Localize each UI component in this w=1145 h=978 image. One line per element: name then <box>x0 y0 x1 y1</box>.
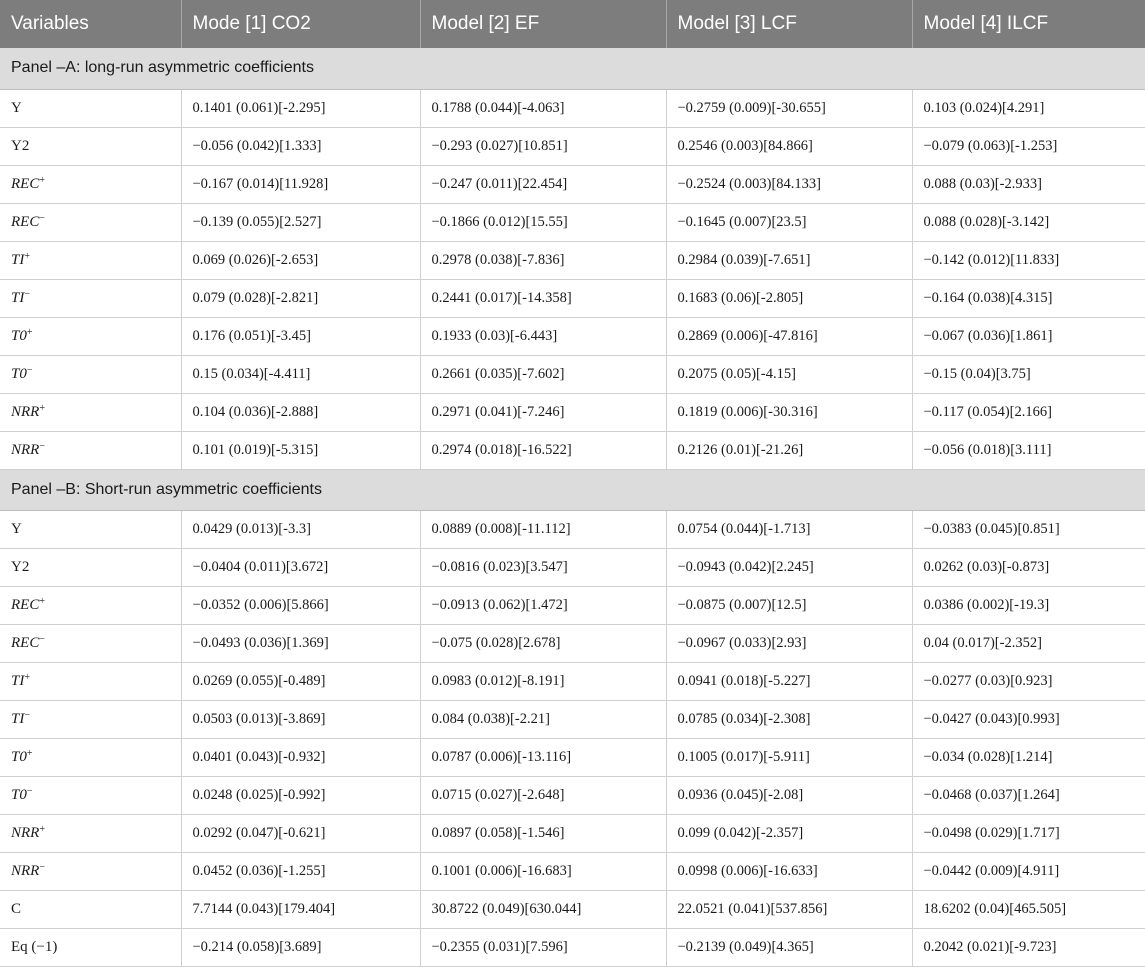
coefficient-cell: −0.0468 (0.037)[1.264] <box>912 776 1145 814</box>
variable-cell <box>0 241 181 279</box>
coefficient-cell: 0.0897 (0.058)[-1.546] <box>420 814 666 852</box>
coefficient-cell: 0.0269 (0.055)[-0.489] <box>181 662 420 700</box>
variable-name: TI <box>11 289 25 306</box>
variable-sign: − <box>39 633 45 645</box>
coefficient-cell: 0.0754 (0.044)[-1.713] <box>666 510 912 548</box>
coefficient-cell: −0.056 (0.018)[3.111] <box>912 431 1145 469</box>
coefficient-cell: 0.0262 (0.03)[-0.873] <box>912 548 1145 586</box>
panel-b-title: Panel –B: Short-run asymmetric coefficients <box>0 469 1145 510</box>
coefficient-cell: −0.0427 (0.043)[0.993] <box>912 700 1145 738</box>
table-row <box>0 776 1145 814</box>
variable-cell <box>0 203 181 241</box>
coefficient-cell: −0.2355 (0.031)[7.596] <box>420 928 666 966</box>
coefficient-cell: 0.2441 (0.017)[-14.358] <box>420 279 666 317</box>
variable-cell <box>0 586 181 624</box>
coefficient-cell: −0.056 (0.042)[1.333] <box>181 127 420 165</box>
variable-cell <box>0 279 181 317</box>
variable-name: T0 <box>11 365 27 382</box>
coefficient-cell: 0.176 (0.051)[-3.45] <box>181 317 420 355</box>
variable-cell <box>0 852 181 890</box>
variable-name: Y2 <box>11 137 30 154</box>
table-row <box>0 165 1145 203</box>
coefficient-cell: −0.0383 (0.045)[0.851] <box>912 510 1145 548</box>
coefficient-cell: 0.0998 (0.006)[-16.633] <box>666 852 912 890</box>
coefficient-cell: 18.6202 (0.04)[465.505] <box>912 890 1145 928</box>
coefficient-cell: −0.1866 (0.012)[15.55] <box>420 203 666 241</box>
table-row <box>0 279 1145 317</box>
coefficient-cell: 0.1401 (0.061)[-2.295] <box>181 89 420 127</box>
coefficient-cell: −0.117 (0.054)[2.166] <box>912 393 1145 431</box>
coefficient-cell: 30.8722 (0.049)[630.044] <box>420 890 666 928</box>
variable-sign: + <box>39 174 45 186</box>
coefficient-cell: −0.0352 (0.006)[5.866] <box>181 586 420 624</box>
variable-cell <box>0 393 181 431</box>
table-row <box>0 852 1145 890</box>
coefficient-cell: −0.247 (0.011)[22.454] <box>420 165 666 203</box>
table-row <box>0 241 1145 279</box>
coefficient-cell: −0.0816 (0.023)[3.547] <box>420 548 666 586</box>
coefficient-cell: 0.2978 (0.038)[-7.836] <box>420 241 666 279</box>
coefficient-cell: −0.214 (0.058)[3.689] <box>181 928 420 966</box>
table-row <box>0 814 1145 852</box>
coefficient-cell: 0.0785 (0.034)[-2.308] <box>666 700 912 738</box>
variable-cell <box>0 928 181 966</box>
coefficient-cell: 0.04 (0.017)[-2.352] <box>912 624 1145 662</box>
coefficient-cell: −0.034 (0.028)[1.214] <box>912 738 1145 776</box>
coefficient-cell: −0.0442 (0.009)[4.911] <box>912 852 1145 890</box>
coefficient-cell: 0.088 (0.028)[-3.142] <box>912 203 1145 241</box>
table-row <box>0 890 1145 928</box>
coefficient-cell: −0.0498 (0.029)[1.717] <box>912 814 1145 852</box>
table-row <box>0 203 1145 241</box>
coefficient-cell: −0.2759 (0.009)[-30.655] <box>666 89 912 127</box>
panel-a-title: Panel –A: long-run asymmetric coefficients <box>0 48 1145 89</box>
coefficient-cell: −0.1645 (0.007)[23.5] <box>666 203 912 241</box>
coefficient-cell: 0.2075 (0.05)[-4.15] <box>666 355 912 393</box>
coefficient-cell: 0.2546 (0.003)[84.866] <box>666 127 912 165</box>
variable-sign: + <box>24 671 30 683</box>
coefficient-cell: 0.1819 (0.006)[-30.316] <box>666 393 912 431</box>
variable-name: TI <box>11 710 25 727</box>
variable-sign: − <box>26 785 33 797</box>
coefficient-cell: −0.167 (0.014)[11.928] <box>181 165 420 203</box>
variable-sign: − <box>39 440 45 452</box>
coefficient-cell: 0.2984 (0.039)[-7.651] <box>666 241 912 279</box>
coefficient-cell: 0.0941 (0.018)[-5.227] <box>666 662 912 700</box>
variable-sign: + <box>39 595 45 607</box>
variable-cell <box>0 89 181 127</box>
coefficient-cell: −0.2524 (0.003)[84.133] <box>666 165 912 203</box>
coefficient-cell: 0.084 (0.038)[-2.21] <box>420 700 666 738</box>
coefficient-cell: 0.1001 (0.006)[-16.683] <box>420 852 666 890</box>
table-row <box>0 662 1145 700</box>
coefficient-cell: −0.0493 (0.036)[1.369] <box>181 624 420 662</box>
table-body <box>0 48 1145 966</box>
coefficient-cell: −0.075 (0.028)[2.678] <box>420 624 666 662</box>
coefficient-cell: 22.0521 (0.041)[537.856] <box>666 890 912 928</box>
variable-name: NRR <box>11 403 40 420</box>
header-model-1: Mode [1] CO2 <box>181 0 420 48</box>
coefficient-cell: 0.2126 (0.01)[-21.26] <box>666 431 912 469</box>
coefficient-cell: 0.104 (0.036)[-2.888] <box>181 393 420 431</box>
coefficient-cell: 0.0983 (0.012)[-8.191] <box>420 662 666 700</box>
coefficient-cell: 0.1933 (0.03)[-6.443] <box>420 317 666 355</box>
variable-sign: − <box>39 212 45 224</box>
table-row <box>0 393 1145 431</box>
variable-name: TI <box>11 672 25 689</box>
variable-sign: + <box>26 747 33 759</box>
variable-cell <box>0 165 181 203</box>
coefficient-cell: 0.2661 (0.035)[-7.602] <box>420 355 666 393</box>
variable-cell <box>0 776 181 814</box>
coefficient-cell: 0.2042 (0.021)[-9.723] <box>912 928 1145 966</box>
coefficient-cell: 0.0386 (0.002)[-19.3] <box>912 586 1145 624</box>
table-row <box>0 624 1145 662</box>
variable-name: NRR <box>11 441 40 458</box>
coefficient-cell: 7.7144 (0.043)[179.404] <box>181 890 420 928</box>
coefficient-cell: 0.0429 (0.013)[-3.3] <box>181 510 420 548</box>
coefficient-cell: 0.0248 (0.025)[-0.992] <box>181 776 420 814</box>
variable-cell <box>0 431 181 469</box>
coefficient-cell: 0.103 (0.024)[4.291] <box>912 89 1145 127</box>
header-model-2: Model [2] EF <box>420 0 666 48</box>
coefficient-cell: −0.067 (0.036)[1.861] <box>912 317 1145 355</box>
coefficient-cell: 0.1005 (0.017)[-5.911] <box>666 738 912 776</box>
coefficient-cell: −0.0277 (0.03)[0.923] <box>912 662 1145 700</box>
variable-cell <box>0 510 181 548</box>
coefficient-cell: 0.1683 (0.06)[-2.805] <box>666 279 912 317</box>
table-header <box>0 0 1145 48</box>
variable-sign: + <box>26 326 33 338</box>
coefficient-cell: −0.0875 (0.007)[12.5] <box>666 586 912 624</box>
variable-sign: + <box>39 402 45 414</box>
variable-cell <box>0 548 181 586</box>
table-row <box>0 431 1145 469</box>
table-row <box>0 700 1145 738</box>
variable-name: Y <box>11 99 22 116</box>
table-row <box>0 586 1145 624</box>
variable-name: NRR <box>11 824 40 841</box>
variable-cell <box>0 890 181 928</box>
variable-name: REC <box>11 213 40 230</box>
coefficient-cell: 0.2971 (0.041)[-7.246] <box>420 393 666 431</box>
variable-name: Y <box>11 520 22 537</box>
variable-sign: − <box>24 709 30 721</box>
variable-cell <box>0 662 181 700</box>
variable-name: Y2 <box>11 558 30 575</box>
coefficient-cell: 0.0401 (0.043)[-0.932] <box>181 738 420 776</box>
panel-a-row <box>0 48 1145 89</box>
variable-cell <box>0 355 181 393</box>
variable-name: C <box>11 900 22 917</box>
panel-b-row <box>0 469 1145 510</box>
coefficient-cell: 0.079 (0.028)[-2.821] <box>181 279 420 317</box>
table-row <box>0 89 1145 127</box>
variable-sign: − <box>26 364 33 376</box>
table-row <box>0 317 1145 355</box>
variable-cell <box>0 738 181 776</box>
variable-name: REC <box>11 596 40 613</box>
coefficient-cell: −0.0404 (0.011)[3.672] <box>181 548 420 586</box>
coefficient-cell: 0.2974 (0.018)[-16.522] <box>420 431 666 469</box>
coefficient-cell: 0.0787 (0.006)[-13.116] <box>420 738 666 776</box>
variable-name: REC <box>11 634 40 651</box>
table-row <box>0 355 1145 393</box>
variable-name: TI <box>11 251 25 268</box>
coefficient-cell: 0.0715 (0.027)[-2.648] <box>420 776 666 814</box>
variable-name: REC <box>11 175 40 192</box>
table-row <box>0 548 1145 586</box>
variable-sign: + <box>39 823 45 835</box>
coefficient-cell: 0.0503 (0.013)[-3.869] <box>181 700 420 738</box>
coefficient-cell: 0.0292 (0.047)[-0.621] <box>181 814 420 852</box>
coefficient-cell: −0.2139 (0.049)[4.365] <box>666 928 912 966</box>
coefficient-cell: −0.164 (0.038)[4.315] <box>912 279 1145 317</box>
coefficient-cell: −0.0943 (0.042)[2.245] <box>666 548 912 586</box>
variable-sign: − <box>39 861 45 873</box>
variable-name: T0 <box>11 327 27 344</box>
coefficient-cell: 0.0936 (0.045)[-2.08] <box>666 776 912 814</box>
variable-cell <box>0 317 181 355</box>
coefficient-cell: 0.15 (0.034)[-4.411] <box>181 355 420 393</box>
coefficient-cell: 0.0889 (0.008)[-11.112] <box>420 510 666 548</box>
coefficient-cell: −0.293 (0.027)[10.851] <box>420 127 666 165</box>
variable-name: NRR <box>11 862 40 879</box>
table-row <box>0 127 1145 165</box>
variable-name: Eq (−1) <box>11 938 58 955</box>
variable-cell <box>0 700 181 738</box>
coefficient-cell: 0.099 (0.042)[-2.357] <box>666 814 912 852</box>
variable-cell <box>0 624 181 662</box>
header-row <box>0 0 1145 48</box>
header-model-4: Model [4] ILCF <box>912 0 1145 48</box>
coefficient-cell: 0.088 (0.03)[-2.933] <box>912 165 1145 203</box>
variable-sign: − <box>24 288 30 300</box>
coefficient-cell: −0.0967 (0.033)[2.93] <box>666 624 912 662</box>
variable-sign: + <box>24 250 30 262</box>
coefficient-cell: −0.0913 (0.062)[1.472] <box>420 586 666 624</box>
variable-cell <box>0 127 181 165</box>
table-row <box>0 510 1145 548</box>
table-row <box>0 928 1145 966</box>
variable-name: T0 <box>11 786 27 803</box>
table-row <box>0 738 1145 776</box>
coefficient-cell: −0.139 (0.055)[2.527] <box>181 203 420 241</box>
coefficient-cell: 0.2869 (0.006)[-47.816] <box>666 317 912 355</box>
header-model-3: Model [3] LCF <box>666 0 912 48</box>
coefficient-cell: −0.079 (0.063)[-1.253] <box>912 127 1145 165</box>
coefficient-cell: −0.15 (0.04)[3.75] <box>912 355 1145 393</box>
coefficient-cell: 0.069 (0.026)[-2.653] <box>181 241 420 279</box>
coefficient-cell: 0.101 (0.019)[-5.315] <box>181 431 420 469</box>
coefficient-cell: 0.1788 (0.044)[-4.063] <box>420 89 666 127</box>
coefficient-cell: 0.0452 (0.036)[-1.255] <box>181 852 420 890</box>
variable-name: T0 <box>11 748 27 765</box>
coefficient-cell: −0.142 (0.012)[11.833] <box>912 241 1145 279</box>
header-variables: Variables <box>0 0 181 48</box>
variable-cell <box>0 814 181 852</box>
